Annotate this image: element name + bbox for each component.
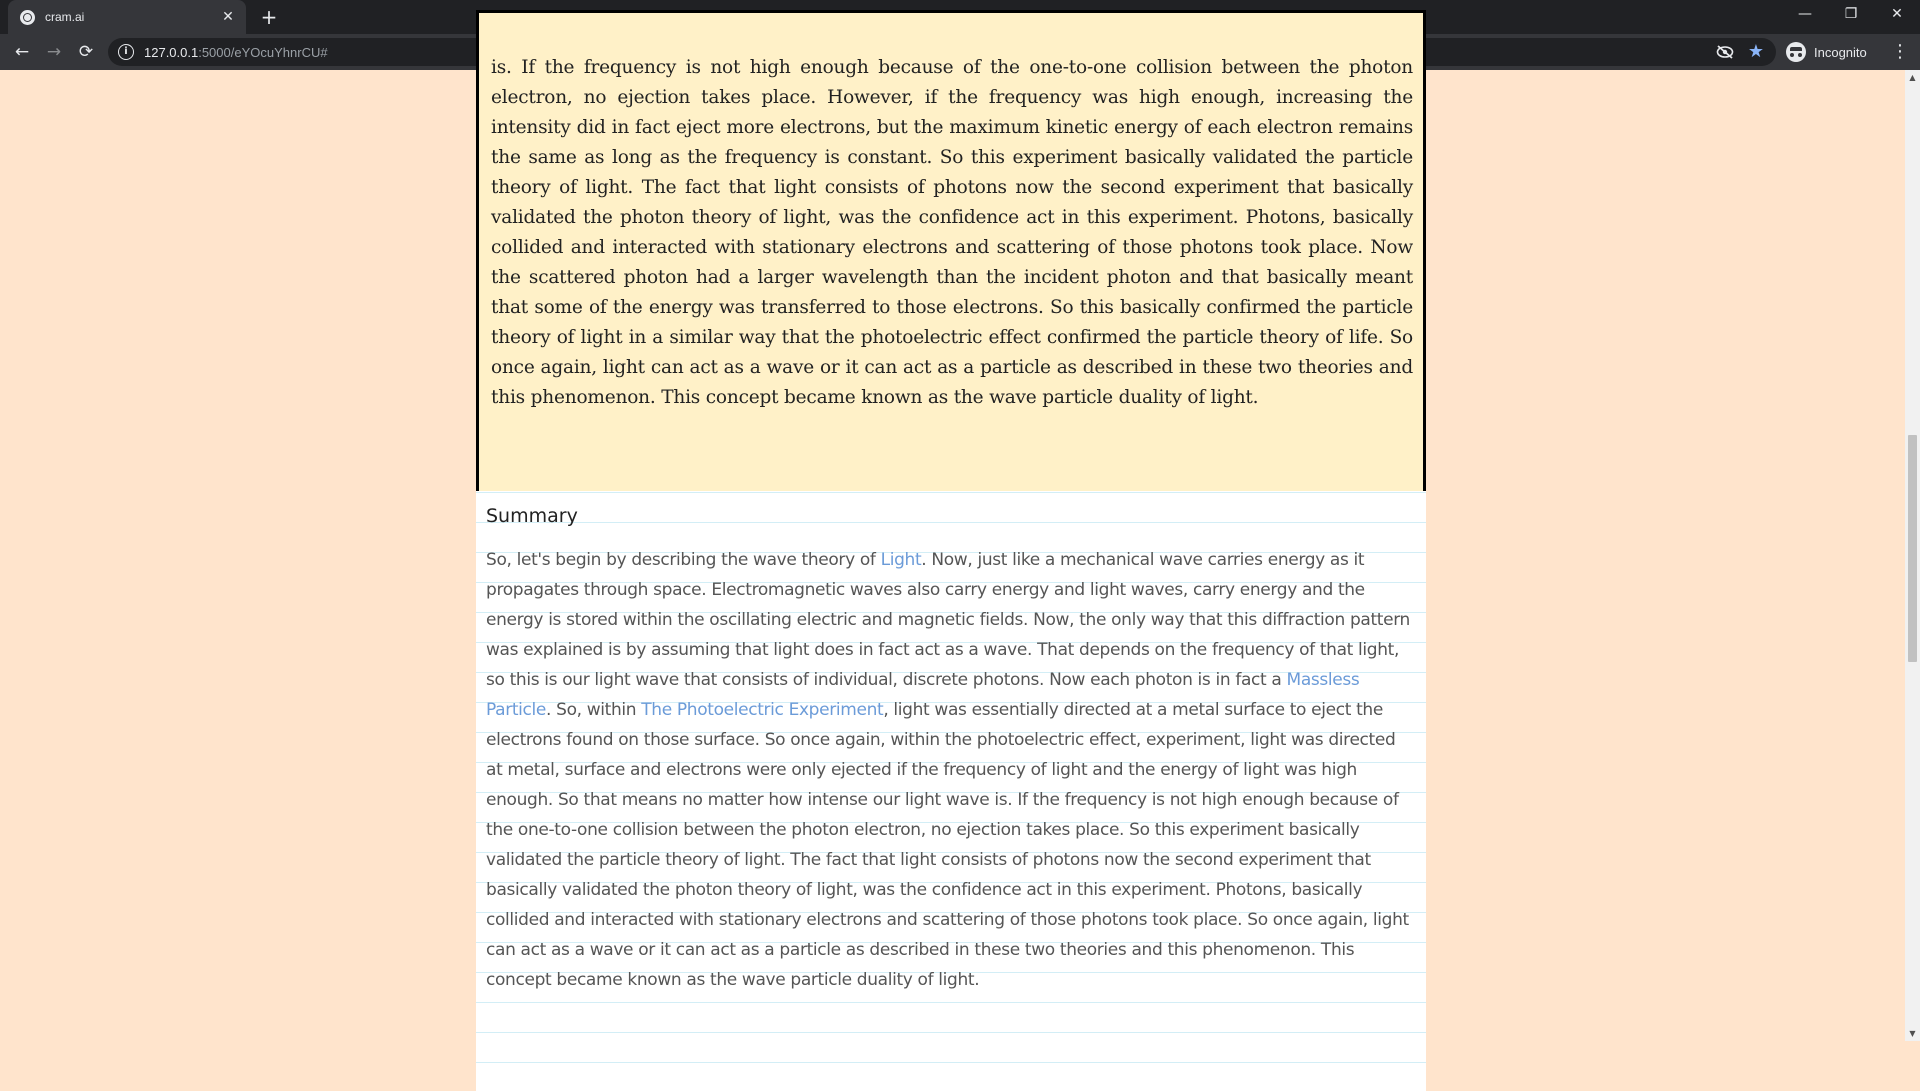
summary-title: Summary [486, 505, 578, 527]
close-window-button[interactable]: ✕ [1891, 6, 1903, 22]
minimize-button[interactable]: — [1798, 6, 1812, 22]
globe-icon [20, 10, 35, 25]
scroll-up-arrow-icon[interactable]: ▲ [1909, 73, 1916, 82]
close-tab-icon[interactable]: ✕ [222, 9, 234, 25]
scroll-thumb[interactable] [1908, 435, 1917, 662]
reload-button[interactable]: ⟳ [78, 42, 94, 62]
term-link-light[interactable]: Light [880, 550, 922, 570]
incognito-icon [1786, 42, 1806, 62]
bookmark-star-icon[interactable]: ★ [1747, 41, 1764, 62]
browser-tab[interactable] [8, 0, 246, 34]
summary-text [486, 545, 1416, 995]
forward-button[interactable]: → [46, 42, 62, 62]
scroll-down-arrow-icon[interactable]: ▼ [1909, 1029, 1916, 1038]
summary-panel [476, 491, 1426, 1091]
term-link-massless-particle[interactable]: Massless Particle [486, 670, 1360, 720]
incognito-label: Incognito [1814, 44, 1867, 60]
page-scrollbar[interactable] [1905, 70, 1920, 1041]
back-button[interactable]: ← [14, 42, 30, 62]
summary-text-part: , light was essentially directed at a metal surface to eject the electrons found on those surface. So once again, within the photoelectric effect, experiment, light was directed at metal, surface and electrons were only ejected if the frequency of light and the energy of light was high enough. So that means no matter how intense our light wave is. If the frequency is not high enough because of the one-to-one collision between the photon electron, no ejection takes place. So this experiment basically validated the particle theory of light. The fact that light consists of photons now the second experiment that basically validated the photon theory of light, was the confidence act in this experiment. Photons, basically collided and interacted with stationary electrons and scattering of those photons took place. So once again, light can act as a wave or it can act as a particle as described in these two theories and this phenomenon. This concept became known as the wave particle duality of light. [486, 700, 1409, 990]
transcript-panel [476, 10, 1426, 535]
summary-text-part: . So, within [546, 700, 642, 720]
url-host: 127.0.0.1 [144, 44, 199, 60]
restore-button[interactable]: ❐ [1844, 6, 1858, 22]
url-text[interactable] [144, 45, 328, 60]
term-link-photoelectric-experiment[interactable]: The Photoelectric Experiment [641, 700, 884, 720]
browser-menu-button[interactable]: ⋮ [1891, 41, 1909, 62]
page-viewport [0, 57, 1905, 1041]
new-tab-button[interactable]: + [260, 5, 278, 29]
summary-text-part: So, let's begin by describing the wave theory of [486, 550, 881, 570]
omnibox-actions [1716, 38, 1764, 66]
eye-off-icon[interactable] [1716, 45, 1734, 59]
tab-title: cram.ai [45, 10, 85, 24]
info-icon[interactable]: i [118, 44, 134, 60]
summary-text-part: . Now, just like a mechanical wave carries energy as it propagates through space. Electromagnetic waves also carry energy and light waves, carry energy and the energy is stored within the oscillating electric and magnetic fields. Now, the only way that this diffraction pattern was explained is by assuming that light does in fact act as a wave. That depends on the frequency of that light, so this is our light wave that consists of individual, discrete photons. Now each photon is in fact a [486, 550, 1410, 690]
incognito-indicator[interactable] [1786, 38, 1867, 66]
transcript-text: is. If the frequency is not high enough because of the one-to-one collision between the photon electron, no ejection takes place. However, if the frequency was high enough, increasing the intensity did in fact eject more electrons, but the maximum kinetic energy of each electron remains the same as long as the frequency is constant. So this experiment basically validated the particle theory of light. The fact that light consists of photons now the second experiment that basically validated the photon theory of light, was the confidence act in this experiment. Photons, basically collided and interacted with stationary electrons and scattering of those photons took place. Now the scattered photon had a larger wavelength than the incident photon and that basically meant that some of the energy was transferred to those electrons. So this basically confirmed the particle theory of light in a similar way that the photoelectric effect confirmed the particle theory of life. So once again, light can act as a wave or it can act as a particle as described in these two theories and this phenomenon. This concept became known as the wave particle duality of light. [491, 57, 1413, 408]
url-path: :5000/eYOcuYhnrCU# [198, 44, 328, 60]
